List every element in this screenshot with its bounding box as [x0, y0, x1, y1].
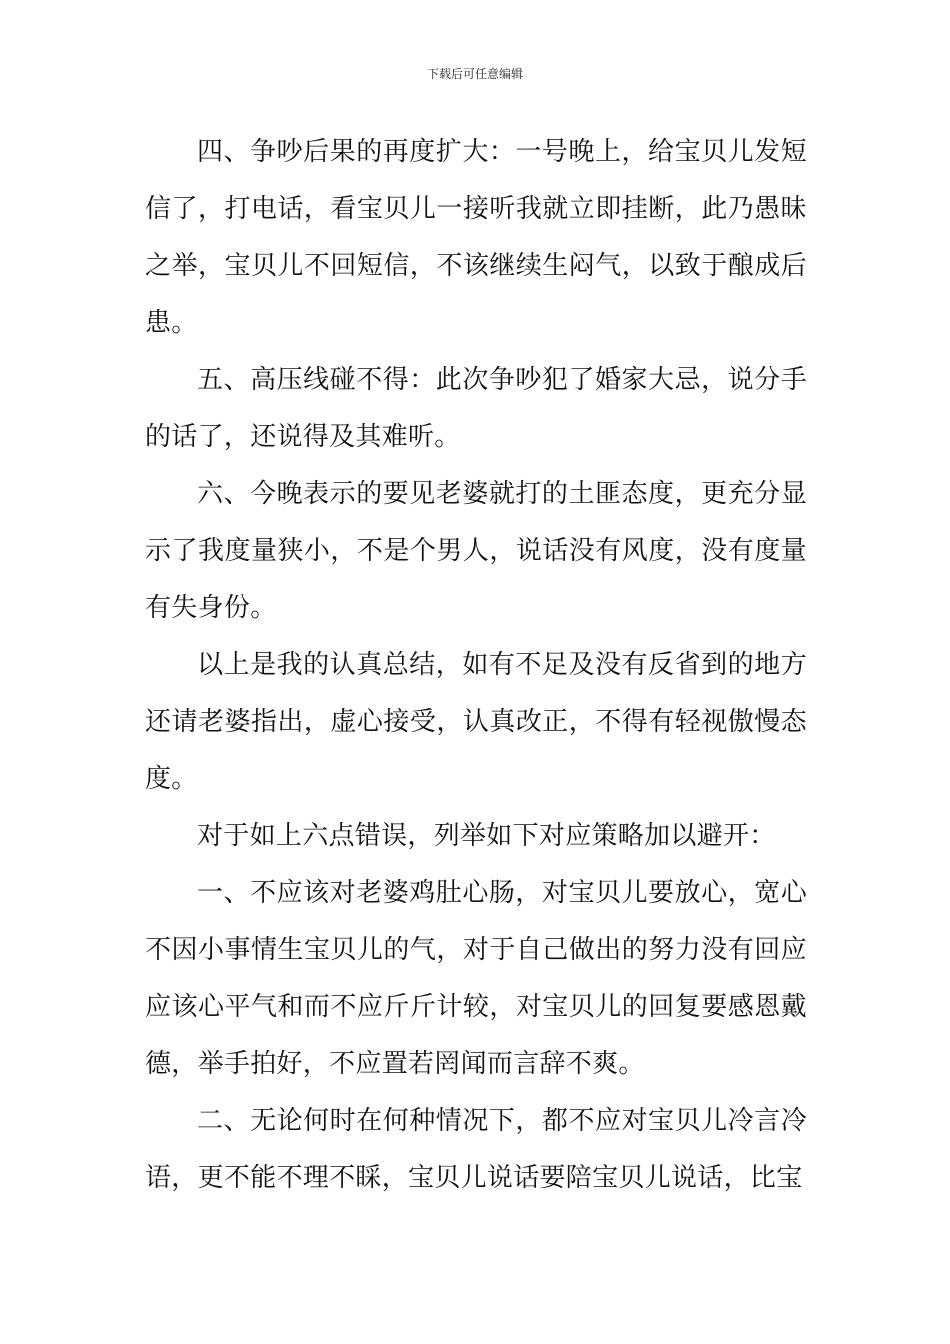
page-header: 下载后可任意编辑	[426, 67, 523, 81]
document-body	[145, 124, 807, 1207]
paragraph-summary: 以上是我的认真总结，如有不足及没有反省到的地方还请老婆指出，虚心接受，认真改正，不得有轻视傲慢态度。	[145, 650, 807, 794]
paragraph-strategy-intro: 对于如上六点错误，列举如下对应策略加以避开：	[197, 821, 776, 851]
paragraph-4: 四、争吵后果的再度扩大：一号晚上，给宝贝儿发短信了，打电话，看宝贝儿一接听我就立即挂断，此乃愚昧之举，宝贝儿不回短信，不该继续生闷气，以致于酿成后患。	[145, 137, 807, 338]
paragraph-strategy-1: 一、不应该对老婆鸡肚心肠，对宝贝儿要放心，宽心不因小事情生宝贝儿的气，对于自己做出的努力没有回应应该心平气和而不应斤斤计较，对宝贝儿的回复要感恩戴德，举手拍好，不应置若罔闻而言辞不爽。	[145, 878, 807, 1079]
paragraph-6: 六、今晚表示的要见老婆就打的土匪态度，更充分显示了我度量狭小，不是个男人，说话没有风度，没有度量有失身份。	[145, 479, 807, 623]
paragraph-5: 五、高压线碰不得：此次争吵犯了婚家大忌，说分手的话了，还说得及其难听。	[145, 365, 807, 452]
paragraph-strategy-2: 二、无论何时在何种情况下，都不应对宝贝儿冷言冷语，更不能不理不睬，宝贝儿说话要陪宝贝儿说话，比宝	[145, 1106, 807, 1193]
